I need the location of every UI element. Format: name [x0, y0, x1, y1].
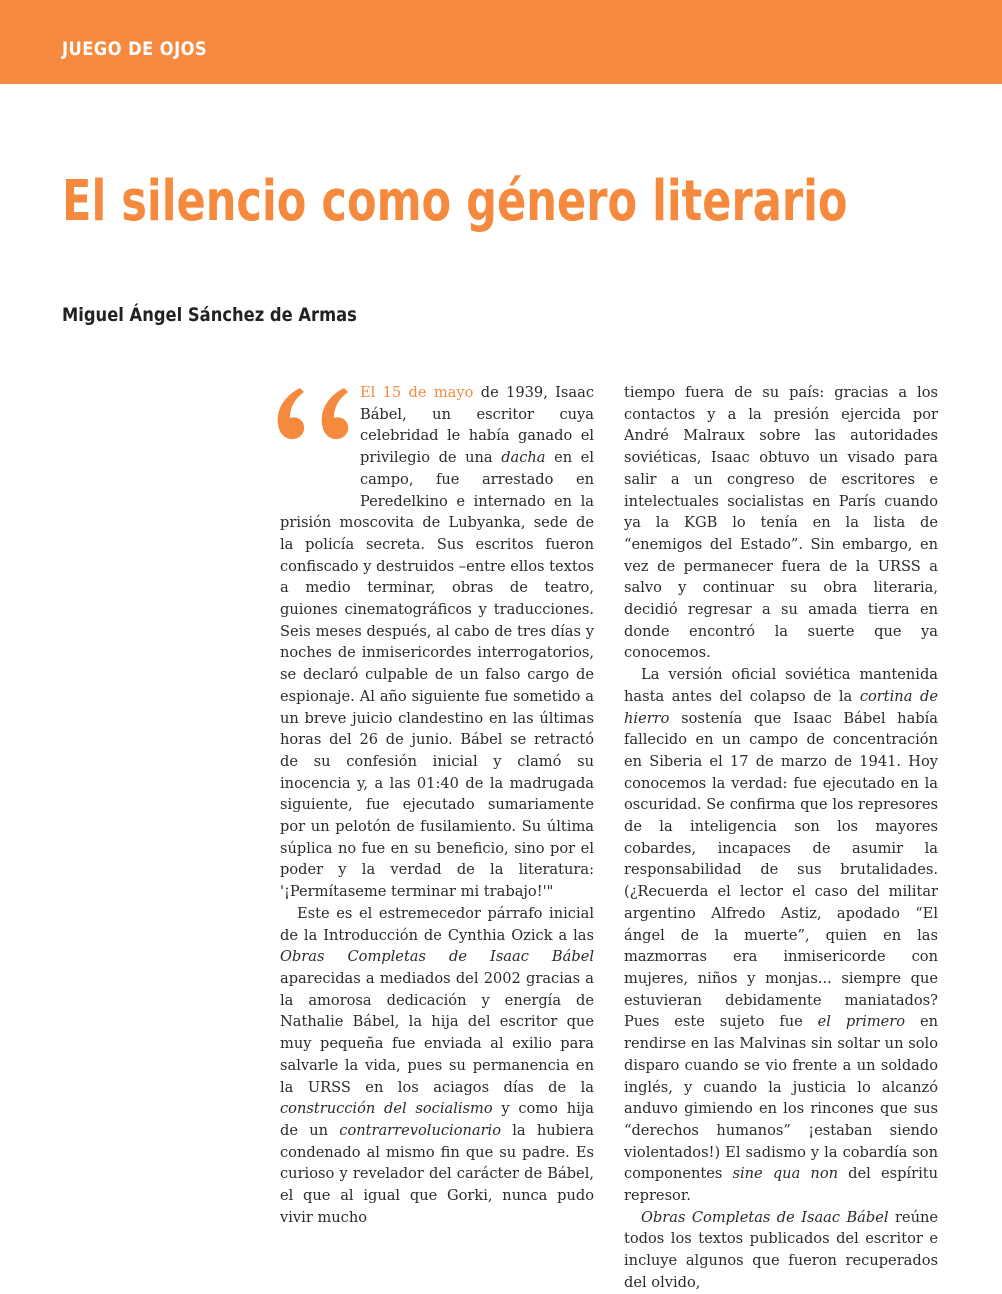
section-label: JUEGO DE OJOS [62, 38, 208, 60]
lead-date: El 15 de mayo [360, 384, 474, 401]
text-column-2 [624, 382, 938, 1291]
article-author: Miguel Ángel Sánchez de Armas [62, 304, 357, 326]
section-band [0, 0, 1002, 84]
paragraph: Obras Completas de Isaac Bábel reúne todos los textos publicados del escritor e incluye algunos que fueron recuperados del olvido, [624, 1208, 938, 1291]
article-title: El silencio como género literario [62, 169, 848, 234]
opening-quote-icon [274, 382, 360, 492]
paragraph: tiempo fuera de su país: gracias a los contactos y a la presión ejercida por André Malraux sobre las autoridades soviéticas, Isaac obtuvo un visado para salir a un congreso de escritores e intelectuales socialistas en París cuando ya la KGB lo tenía en la lista de “enemigos del Estado”. Sin embargo, en vez de permanecer fuera de la URSS a salvo y continuar su obra literaria, decidió regresar a su amada tierra en donde encontró la suerte que ya conocemos. [624, 384, 938, 662]
article-body [280, 382, 942, 1291]
text-column-1 [280, 382, 594, 1226]
paragraph: La versión oficial soviética mantenida hasta antes del colapso de la cortina de hierro sostenía que Isaac Bábel había fallecido en un campo de concentración en Siberia el 17 de marzo de 1941. Hoy conocemos la verdad: fue ejecutado en la oscuridad. Se confirma que los represores de la inteligencia son los mayores cobardes, incapaces de asumir la responsabilidad de sus brutalidades. (¿Recuerda el lector el caso del militar argentino Alfredo Astiz, apodado “El ángel de la muerte”, quien en las mazmorras era inmisericorde con mujeres, niños y monjas... siempre que estuvieran debidamente maniatados? Pues este sujeto fue el primero en rendirse en las Malvinas sin soltar un solo disparo cuando se vio frente a un soldado inglés, y cuando la justicia lo alcanzó anduvo gimiendo en los rincones que sus “derechos humanos” ¡estaban siendo violentados!) El sadismo y la cobardía son componentes sine qua non del espíritu represor. [624, 666, 938, 1205]
paragraph: El 15 de mayo de 1939, Isaac Bábel, un escritor cuya celebridad le había ganado el privilegio de una dacha en el campo, fue arrestado en Peredelkino e internado en la prisión moscovita de Lubyanka, sede de la policía secreta. Sus escritos fueron confiscado y destruidos –entre ellos textos a medio terminar, obras de teatro, guiones cinematográficos y traducciones. Seis meses después, al cabo de tres días y noches de inmisericordes interrogatorios, se declaró culpable de un falso cargo de espionaje. Al año siguiente fue sometido a un breve juicio clandestino en las últimas horas del 26 de junio. Bábel se retractó de su confesión inicial y clamó su inocencia y, a las 01:40 de la madrugada siguiente, fue ejecutado sumariamente por un pelotón de fusilamiento. Su última súplica no fue en su beneficio, sino por el poder y la verdad de la literatura: '¡Permítaseme terminar mi trabajo!'" [280, 382, 594, 903]
paragraph: Este es el estremecedor párrafo inicial de la Introducción de Cynthia Ozick a las Obras Completas de Isaac Bábel aparecidas a mediados del 2002 gracias a la amorosa dedicación y energía de Nathalie Bábel, la hija del escritor que muy pequeña fue enviada al exilio para salvarle la vida, pues su permanencia en la URSS en los aciagos días de la construcción del socialismo y como hija de un contrarrevolucionario la hubiera condenado al mismo fin que su padre. Es curioso y revelador del carácter de Bábel, el que al igual que Gorki, nunca pudo vivir mucho [280, 904, 594, 1226]
